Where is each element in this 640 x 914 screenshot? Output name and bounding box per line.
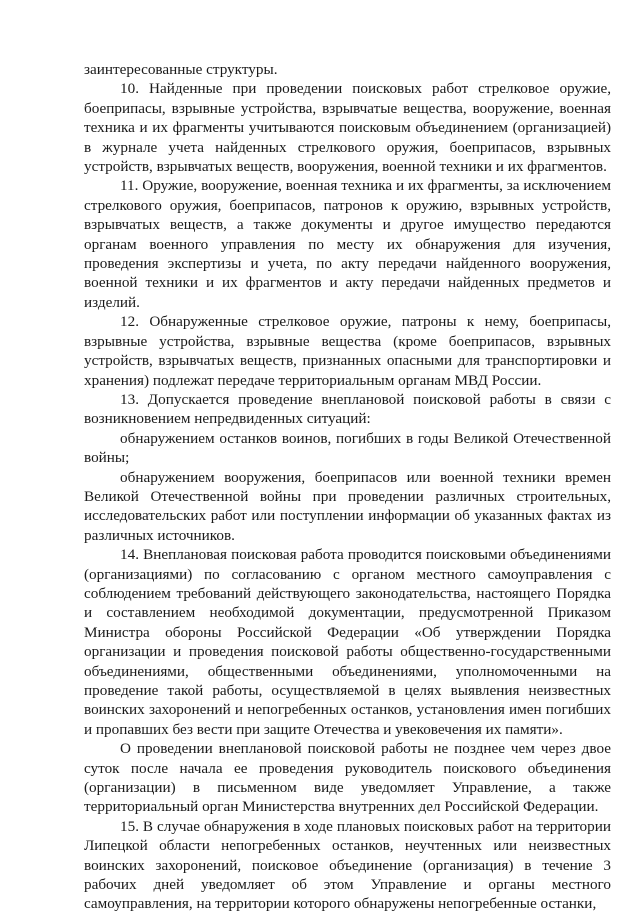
paragraph-item-15: 15. В случае обнаружения в ходе плановых поисковых работ на территории Липецкой области непогребенных останков, неучтенных или неизвестных воинских захоронений, поисковое объединение (организация) в течение 3 рабочих дней уведомляет об этом Управление и органы местного самоуправления, на территории которого обнаружены непогребенные останки, [84,817,611,913]
paragraph-item-13: 13. Допускается проведение внеплановой поисковой работы в связи с возникновением непредвиденных ситуаций: [84,390,611,428]
paragraph-item-14-notice: О проведении внеплановой поисковой работы не позднее чем через двое суток после начала ее проведения руководитель поискового объединения (организации) в письменном виде уведомляет Управление, а также территориальный орган Министерства внутренних дел Российской Федерации. [84,740,611,816]
paragraph-item-11: 11. Оружие, вооружение, военная техника и их фрагменты, за исключением стрелкового оружия, боеприпасов, патронов к оружию, взрывных устройств, взрывчатых веществ, а также документы и другое имущество передаются органам военного управления по месту их обнаружения для изучения, проведения экспертизы и учета, по акту передачи найденного вооружения, военной техники и их фрагментов и акту передачи найденных предметов и изделий. [84,177,611,311]
paragraph-item-14: 14. Внеплановая поисковая работа проводится поисковыми объединениями (организациями) по согласованию с органом местного самоуправления с соблюдением требований действующего законодательства, настоящего Порядка и составлением необходимой документации, предусмотренной Приказом Министра обороны Российской Федерации «Об утверждении Порядка организации и проведения поисковой работы общественно-государственными объединениями, общественными объединениями, уполномоченными на проведение такой работы, осуществляемой в целях выявления неизвестных воинских захоронений и непогребенных останков, установления имен погибших и пропавших без вести при защите Отечества и увековечения их памяти». [84,546,611,738]
paragraph-item-13-case-2: обнаружением вооружения, боеприпасов или военной техники времен Великой Отечественной войны при проведении различных строительных, исследовательских работ или поступлении информации об указанных фактах из различных источников. [84,468,611,544]
paragraph-continuation: заинтересованные структуры. [84,61,278,78]
paragraph-item-12: 12. Обнаруженные стрелковое оружие, патроны к нему, боеприпасы, взрывные устройства, взрывные вещества (кроме боеприпасов, взрывных устройств, взрывчатых веществ, признанных опасными для транспортировки и хранения) подлежат передаче территориальным органам МВД России. [84,313,611,389]
paragraph-item-10: 10. Найденные при проведении поисковых работ стрелковое оружие, боеприпасы, взрывные устройства, взрывчатые вещества, вооружение, военная техника и их фрагменты учитываются поисковым объединением (организацией) в журнале учета найденных стрелкового оружия, боеприпасов, взрывных устройств, взрывчатых веществ, вооружения, военной техники и их фрагментов. [84,80,611,176]
document-body [84,60,611,914]
paragraph-item-13-case-1: обнаружением останков воинов, погибших в годы Великой Отечественной войны; [84,429,611,467]
